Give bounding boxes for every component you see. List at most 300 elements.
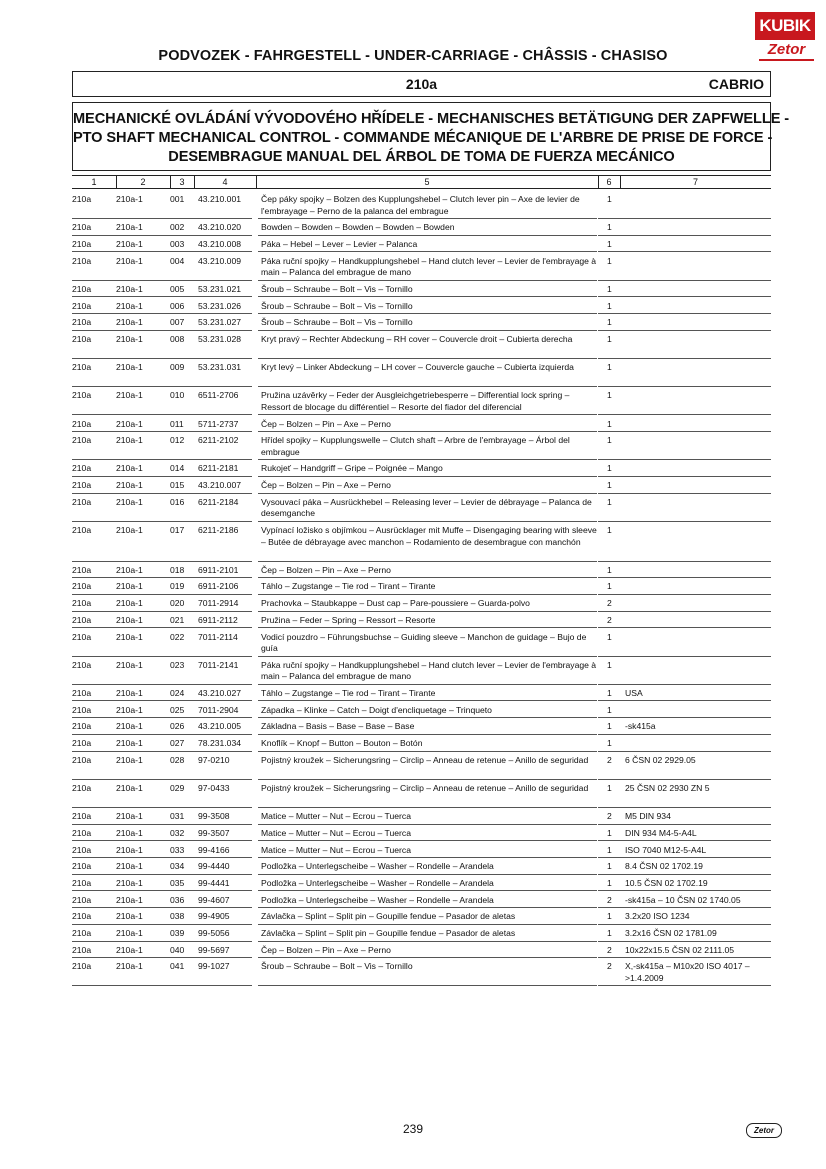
group-cell: 210a xyxy=(72,283,92,294)
figure-cell: 210a-1 xyxy=(116,754,143,765)
row-rule xyxy=(598,941,771,942)
table-row xyxy=(72,632,771,655)
position-cell: 027 xyxy=(170,738,185,748)
position-cell: 033 xyxy=(170,844,185,855)
figure-cell: 210a-1 xyxy=(116,911,143,922)
row-rule xyxy=(72,656,252,657)
part-number-cell: 43.210.005 xyxy=(198,721,242,732)
quantity-cell: 1 xyxy=(607,827,612,838)
quantity-cell: 1 xyxy=(607,687,612,698)
row-rule xyxy=(258,684,597,685)
quantity-cell: 2 xyxy=(607,944,612,955)
position-cell: 010 xyxy=(170,390,185,401)
quantity-cell: 2 xyxy=(607,754,612,765)
row-rule xyxy=(258,235,597,236)
figure-cell: 210a-1 xyxy=(116,564,143,575)
table-row xyxy=(72,334,771,357)
position-cell: 031 xyxy=(170,811,185,822)
row-rule xyxy=(598,386,771,387)
position-cell: 003 xyxy=(170,238,185,249)
description-cell: Vysouvací páka – Ausrückhebel – Releasing lever – Levier de débrayage – Palanca de desemganche xyxy=(261,496,592,519)
part-number-cell: 53.231.021 xyxy=(198,283,242,294)
part-number-cell: 7011-2904 xyxy=(198,704,239,715)
group-cell: 210a xyxy=(72,754,92,765)
figure-cell: 210a-1 xyxy=(116,877,143,888)
column-header: 4 xyxy=(222,177,228,187)
part-number-cell: 99-4905 xyxy=(198,911,230,922)
row-rule xyxy=(72,358,252,359)
row-rule xyxy=(598,684,771,685)
row-rule xyxy=(598,459,771,460)
figure-cell: 210a-1 xyxy=(116,525,143,535)
section-title-line: DESEMBRAGUE MANUAL DEL ÁRBOL DE TOMA DE FUERZA MECÁNICO xyxy=(168,149,675,165)
quantity-cell: 1 xyxy=(607,333,612,344)
group-cell: 210a xyxy=(72,222,92,233)
group-cell: 210a xyxy=(72,333,92,344)
table-row xyxy=(72,688,771,700)
row-rule xyxy=(598,751,771,752)
row-rule xyxy=(72,924,252,925)
position-cell: 004 xyxy=(170,255,185,266)
table-row xyxy=(72,755,771,778)
row-rule xyxy=(72,779,252,780)
row-rule xyxy=(258,700,597,701)
part-number-cell: 99-1027 xyxy=(198,961,230,972)
table-row xyxy=(72,811,771,823)
position-cell: 026 xyxy=(170,721,185,732)
group-cell: 210a xyxy=(72,704,92,715)
row-rule xyxy=(258,330,597,331)
quantity-cell: 1 xyxy=(607,283,612,294)
row-rule xyxy=(258,414,597,415)
row-rule xyxy=(258,807,597,808)
description-cell: Čep – Bolzen – Pin – Axe – Perno xyxy=(261,564,391,575)
part-number-cell: 43.210.027 xyxy=(198,687,242,698)
description-cell: Čep – Bolzen – Pin – Axe – Perno xyxy=(261,418,391,429)
quantity-cell: 1 xyxy=(607,496,612,507)
row-rule xyxy=(258,779,597,780)
description-cell: Západka – Klinke – Catch – Doigt d'encliquetage – Trinqueto xyxy=(261,704,492,715)
description-cell: Páka ruční spojky – Handkupplungshebel – Hand clutch lever – Levier de l'embrayage à main – Palanca del embrague de mano xyxy=(261,255,597,278)
row-rule xyxy=(72,251,252,252)
description-cell: Hřídel spojky – Kupplungswelle – Clutch shaft – Arbre de l'embrayage – Árbol del embrague xyxy=(261,435,570,457)
figure-cell: 210a-1 xyxy=(116,300,143,311)
description-cell: Pojistný kroužek – Sicherungsring – Circlip – Anneau de retenue – Anillo de seguridad xyxy=(261,754,589,765)
part-number-cell: 6211-2181 xyxy=(198,463,239,474)
figure-cell: 210a-1 xyxy=(116,194,143,204)
row-rule xyxy=(258,476,597,477)
row-rule xyxy=(598,890,771,891)
row-rule xyxy=(258,717,597,718)
quantity-cell: 1 xyxy=(607,738,612,748)
model-code: 210a xyxy=(405,76,438,92)
quantity-cell: 1 xyxy=(607,844,612,855)
description-cell: Podložka – Unterlegscheibe – Washer – Rondelle – Arandela xyxy=(261,877,494,888)
row-rule xyxy=(258,313,597,314)
part-number-cell: 53.231.028 xyxy=(198,333,242,344)
row-rule xyxy=(598,611,771,612)
row-rule xyxy=(258,907,597,908)
note-cell: DIN 934 M4-5-A4L xyxy=(625,827,697,838)
row-rule xyxy=(258,985,597,986)
figure-cell: 210a-1 xyxy=(116,782,143,793)
group-cell: 210a xyxy=(72,598,92,609)
column-header: 3 xyxy=(179,177,185,187)
quantity-cell: 1 xyxy=(607,390,612,401)
table-row xyxy=(72,194,771,217)
position-cell: 029 xyxy=(170,782,185,793)
position-cell: 038 xyxy=(170,911,185,922)
row-rule xyxy=(598,807,771,808)
position-cell: 039 xyxy=(170,928,185,938)
description-cell: Táhlo – Zugstange – Tie rod – Tirant – Tirante xyxy=(261,687,436,698)
group-cell: 210a xyxy=(72,614,92,625)
position-cell: 024 xyxy=(170,687,185,698)
description-cell: Bowden – Bowden – Bowden – Bowden – Bowden xyxy=(261,222,455,233)
row-rule xyxy=(72,717,252,718)
quantity-cell: 1 xyxy=(607,721,612,732)
position-cell: 034 xyxy=(170,861,185,872)
figure-cell: 210a-1 xyxy=(116,721,143,732)
row-rule xyxy=(598,577,771,578)
description-cell: Pružina uzávěrky – Feder der Ausgleichgetriebesperre – Differential lock spring – Ressort de blocage du différentiel – Resorte del fiador del diferencial xyxy=(261,390,570,412)
row-rule xyxy=(72,807,252,808)
description-cell: Podložka – Unterlegscheibe – Washer – Rondelle – Arandela xyxy=(261,894,494,905)
row-rule xyxy=(258,459,597,460)
note-cell: USA xyxy=(625,687,643,698)
page-heading: PODVOZEK - FAHRGESTELL - UNDER-CARRIAGE - CHÂSSIS - CHASISO xyxy=(158,48,668,64)
figure-cell: 210a-1 xyxy=(116,435,143,446)
quantity-cell: 1 xyxy=(607,659,612,670)
position-cell: 035 xyxy=(170,877,185,888)
model-name: CABRIO xyxy=(708,76,764,92)
row-rule xyxy=(258,431,597,432)
position-cell: 017 xyxy=(170,525,185,535)
row-rule xyxy=(598,280,771,281)
position-cell: 020 xyxy=(170,598,185,609)
group-cell: 210a xyxy=(72,496,92,507)
note-cell: X,-sk415a – M10x20 ISO 4017 – >1.4.2009 xyxy=(625,961,750,983)
row-rule xyxy=(258,561,597,562)
row-rule xyxy=(258,656,597,657)
position-cell: 018 xyxy=(170,564,185,575)
group-cell: 210a xyxy=(72,525,92,535)
row-rule xyxy=(258,594,597,595)
group-cell: 210a xyxy=(72,362,92,373)
table-row xyxy=(72,845,771,857)
description-cell: Matice – Mutter – Nut – Ecrou – Tuerca xyxy=(261,827,411,838)
description-cell: Táhlo – Zugstange – Tie rod – Tirant – Tirante xyxy=(261,581,436,592)
table-row xyxy=(72,419,771,431)
table-row xyxy=(72,525,771,560)
row-rule xyxy=(258,890,597,891)
figure-cell: 210a-1 xyxy=(116,222,143,233)
table-row xyxy=(72,615,771,627)
figure-cell: 210a-1 xyxy=(116,687,143,698)
group-cell: 210a xyxy=(72,944,92,955)
position-cell: 022 xyxy=(170,631,185,642)
column-header-row xyxy=(72,175,771,189)
group-cell: 210a xyxy=(72,811,92,822)
position-cell: 015 xyxy=(170,480,185,491)
row-rule xyxy=(598,313,771,314)
part-number-cell: 6911-2101 xyxy=(198,564,239,575)
table-row xyxy=(72,222,771,234)
group-cell: 210a xyxy=(72,659,92,670)
group-cell: 210a xyxy=(72,418,92,429)
description-cell: Šroub – Schraube – Bolt – Vis – Tornillo xyxy=(261,961,413,972)
table-row xyxy=(72,317,771,329)
part-number-cell: 53.231.027 xyxy=(198,317,242,328)
group-cell: 210a xyxy=(72,631,92,642)
quantity-cell: 1 xyxy=(607,877,612,888)
quantity-cell: 1 xyxy=(607,362,612,373)
table-row xyxy=(72,463,771,475)
kubik-logo: KUBIK xyxy=(755,12,815,40)
row-rule xyxy=(72,907,252,908)
part-number-cell: 5711-2737 xyxy=(198,418,239,429)
row-rule xyxy=(258,218,597,219)
note-cell: 3.2x16 ČSN 02 1781.09 xyxy=(625,928,717,938)
column-header: 1 xyxy=(91,177,97,187)
figure-cell: 210a-1 xyxy=(116,811,143,822)
figure-cell: 210a-1 xyxy=(116,390,143,401)
row-rule xyxy=(598,779,771,780)
figure-cell: 210a-1 xyxy=(116,631,143,642)
row-rule xyxy=(258,957,597,958)
part-number-cell: 99-3507 xyxy=(198,827,230,838)
figure-cell: 210a-1 xyxy=(116,333,143,344)
row-rule xyxy=(72,734,252,735)
group-cell: 210a xyxy=(72,390,92,401)
position-cell: 025 xyxy=(170,704,185,715)
position-cell: 002 xyxy=(170,222,185,233)
description-cell: Knoflík – Knopf – Button – Bouton – Botón xyxy=(261,738,423,748)
section-title-line: PTO SHAFT MECHANICAL CONTROL - COMMANDE MÉCANIQUE DE L'ARBRE DE PRISE DE FORCE - xyxy=(73,130,773,146)
group-cell: 210a xyxy=(72,738,92,748)
table-row xyxy=(72,660,771,683)
quantity-cell: 2 xyxy=(607,598,612,609)
row-rule xyxy=(72,280,252,281)
group-cell: 210a xyxy=(72,877,92,888)
row-rule xyxy=(258,611,597,612)
note-cell: 25 ČSN 02 2930 ZN 5 xyxy=(625,782,710,793)
description-cell: Matice – Mutter – Nut – Ecrou – Tuerca xyxy=(261,811,411,822)
group-cell: 210a xyxy=(72,827,92,838)
table-row xyxy=(72,945,771,957)
table-row xyxy=(72,928,771,940)
group-cell: 210a xyxy=(72,480,92,491)
row-rule xyxy=(598,296,771,297)
quantity-cell: 1 xyxy=(607,317,612,328)
row-rule xyxy=(72,627,252,628)
zetor-logo: Zetor xyxy=(759,43,814,61)
table-row xyxy=(72,435,771,458)
figure-cell: 210a-1 xyxy=(116,928,143,938)
figure-cell: 210a-1 xyxy=(116,463,143,474)
row-rule xyxy=(598,717,771,718)
figure-cell: 210a-1 xyxy=(116,659,143,670)
part-number-cell: 6211-2102 xyxy=(198,435,239,446)
page-number: 239 xyxy=(402,1122,424,1136)
group-cell: 210a xyxy=(72,581,92,592)
position-cell: 014 xyxy=(170,463,185,474)
group-cell: 210a xyxy=(72,721,92,732)
row-rule xyxy=(72,941,252,942)
part-number-cell: 99-4166 xyxy=(198,844,230,855)
part-number-cell: 7011-2114 xyxy=(198,631,238,642)
row-rule xyxy=(598,358,771,359)
description-cell: Šroub – Schraube – Bolt – Vis – Tornillo xyxy=(261,283,413,294)
table-row xyxy=(72,565,771,577)
row-rule xyxy=(72,218,252,219)
part-number-cell: 53.231.031 xyxy=(198,362,242,373)
row-rule xyxy=(72,493,252,494)
row-rule xyxy=(598,734,771,735)
part-number-cell: 6211-2186 xyxy=(198,525,239,535)
part-number-cell: 43.210.008 xyxy=(198,238,242,249)
group-cell: 210a xyxy=(72,687,92,698)
group-cell: 210a xyxy=(72,255,92,266)
row-rule xyxy=(598,476,771,477)
position-cell: 012 xyxy=(170,435,185,446)
figure-cell: 210a-1 xyxy=(116,704,143,715)
column-header: 6 xyxy=(606,177,612,187)
row-rule xyxy=(598,627,771,628)
section-title xyxy=(72,102,790,171)
quantity-cell: 2 xyxy=(607,811,612,822)
figure-cell: 210a-1 xyxy=(116,598,143,609)
row-rule xyxy=(72,857,252,858)
description-cell: Šroub – Schraube – Bolt – Vis – Tornillo xyxy=(261,300,413,311)
table-row xyxy=(72,828,771,840)
position-cell: 001 xyxy=(170,194,185,204)
row-rule xyxy=(258,924,597,925)
section-title-line: MECHANICKÉ OVLÁDÁNÍ VÝVODOVÉHO HŘÍDELE - MECHANISCHES BETÄTIGUNG DER ZAPFWELLE - xyxy=(73,111,790,127)
row-rule xyxy=(258,941,597,942)
row-rule xyxy=(72,840,252,841)
row-rule xyxy=(72,431,252,432)
row-rule xyxy=(598,414,771,415)
part-number-cell: 43.210.020 xyxy=(198,222,242,233)
quantity-cell: 1 xyxy=(607,861,612,872)
description-cell: Závlačka – Splint – Split pin – Goupille fendue – Pasador de aletas xyxy=(261,911,516,922)
note-cell: 8.4 ČSN 02 1702.19 xyxy=(625,861,703,872)
row-rule xyxy=(258,840,597,841)
group-cell: 210a xyxy=(72,894,92,905)
figure-cell: 210a-1 xyxy=(116,480,143,491)
row-rule xyxy=(72,577,252,578)
column-header: 2 xyxy=(140,177,146,187)
table-row xyxy=(72,895,771,907)
quantity-cell: 1 xyxy=(607,704,612,715)
part-number-cell: 99-3508 xyxy=(198,811,230,822)
table-row xyxy=(72,961,771,984)
column-header: 7 xyxy=(692,177,698,187)
position-cell: 016 xyxy=(170,496,185,507)
group-cell: 210a xyxy=(72,861,92,872)
group-cell: 210a xyxy=(72,463,92,474)
part-number-cell: 6911-2106 xyxy=(198,581,239,592)
zetor-footer-logo: Zetor xyxy=(746,1123,782,1138)
figure-cell: 210a-1 xyxy=(116,961,143,972)
row-rule xyxy=(598,824,771,825)
position-cell: 040 xyxy=(170,944,185,955)
description-cell: Šroub – Schraube – Bolt – Vis – Tornillo xyxy=(261,317,413,328)
description-cell: Matice – Mutter – Nut – Ecrou – Tuerca xyxy=(261,844,411,855)
table-row xyxy=(72,911,771,923)
description-cell: Pružina – Feder – Spring – Ressort – Resorte xyxy=(261,614,436,625)
part-number-cell: 43.210.007 xyxy=(198,480,242,491)
figure-cell: 210a-1 xyxy=(116,944,143,955)
part-number-cell: 99-5056 xyxy=(198,928,230,938)
description-cell: Rukojeť – Handgriff – Gripe – Poignée – Mango xyxy=(261,463,443,474)
row-rule xyxy=(598,874,771,875)
description-cell: Prachovka – Staubkappe – Dust cap – Pare-poussiere – Guarda-polvo xyxy=(261,598,530,609)
figure-cell: 210a-1 xyxy=(116,581,143,592)
row-rule xyxy=(258,734,597,735)
figure-cell: 210a-1 xyxy=(116,614,143,625)
row-rule xyxy=(258,358,597,359)
group-cell: 210a xyxy=(72,911,92,922)
figure-cell: 210a-1 xyxy=(116,362,143,373)
position-cell: 011 xyxy=(170,418,184,429)
row-rule xyxy=(598,218,771,219)
part-number-cell: 97-0433 xyxy=(198,782,230,793)
description-cell: Čep – Bolzen – Pin – Axe – Perno xyxy=(261,480,391,491)
table-row xyxy=(72,284,771,296)
note-cell: 3.2x20 ISO 1234 xyxy=(625,911,690,922)
quantity-cell: 2 xyxy=(607,614,612,625)
description-cell: Páka – Hebel – Lever – Levier – Palanca xyxy=(261,238,418,249)
part-number-cell: 6511-2706 xyxy=(198,390,239,401)
group-cell: 210a xyxy=(72,300,92,311)
figure-cell: 210a-1 xyxy=(116,738,143,748)
row-rule xyxy=(598,251,771,252)
figure-cell: 210a-1 xyxy=(116,317,143,328)
quantity-cell: 1 xyxy=(607,581,612,592)
quantity-cell: 1 xyxy=(607,564,612,575)
group-cell: 210a xyxy=(72,564,92,575)
note-cell: 10x22x15.5 ČSN 02 2111.05 xyxy=(625,944,735,955)
table-row xyxy=(72,390,771,413)
quantity-cell: 2 xyxy=(607,894,612,905)
table-row xyxy=(72,861,771,873)
table-row xyxy=(72,783,771,806)
model-header xyxy=(72,71,771,97)
part-number-cell: 99-4440 xyxy=(198,861,230,872)
table-row xyxy=(72,738,771,750)
row-rule xyxy=(72,957,252,958)
position-cell: 041 xyxy=(170,961,185,972)
quantity-cell: 1 xyxy=(607,238,612,249)
row-rule xyxy=(598,840,771,841)
part-number-cell: 78.231.034 xyxy=(198,738,242,748)
description-cell: Vypínací ložisko s objímkou – Ausrücklager mit Muffe – Disengaging bearing with sleeve – Butée de débrayage avec manchon – Rodamiento de desembrague con manchón xyxy=(261,525,597,547)
row-rule xyxy=(598,431,771,432)
description-cell: Vodicí pouzdro – Führungsbuchse – Guiding sleeve – Manchon de guidage – Bujo de guía xyxy=(261,631,587,653)
row-rule xyxy=(258,857,597,858)
row-rule xyxy=(72,824,252,825)
column-header: 5 xyxy=(424,177,430,187)
position-cell: 032 xyxy=(170,827,185,838)
row-rule xyxy=(72,313,252,314)
part-number-cell: 6211-2184 xyxy=(198,496,239,507)
figure-cell: 210a-1 xyxy=(116,844,143,855)
part-number-cell: 7011-2914 xyxy=(198,598,239,609)
row-rule xyxy=(72,751,252,752)
position-cell: 009 xyxy=(170,362,185,373)
